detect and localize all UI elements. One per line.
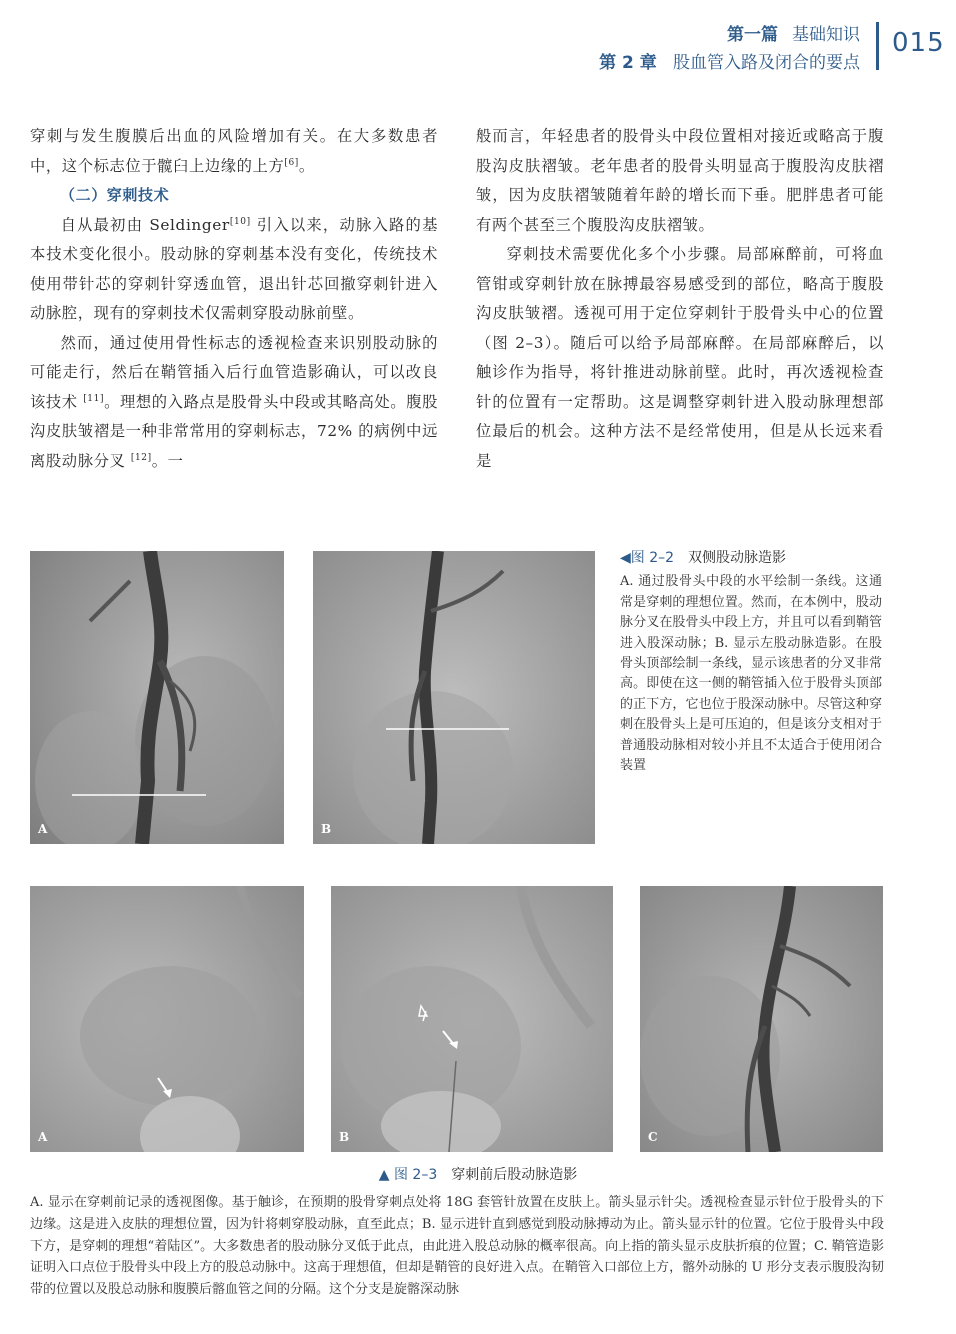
citation: [11] (83, 393, 105, 404)
header-divider (876, 22, 879, 70)
left-text-column (30, 122, 438, 476)
figure-2-2-panel-a (30, 551, 284, 844)
figure-2-2-panel-b (313, 551, 595, 844)
chapter-title: 股血管入路及闭合的要点 (673, 53, 860, 73)
paragraph: 般而言，年轻患者的股骨头中段位置相对接近或略高于腹股沟皮肤褶皱。老年患者的股骨头明显高于腹股沟皮肤褶皱，因为皮肤褶皱随着年龄的增长而下垂。肥胖患者可能有两个甚至三个腹股沟皮肤褶皱。 (476, 127, 884, 234)
part-title: 基础知识 (792, 25, 860, 45)
up-arrow-icon: ▲ (378, 1167, 390, 1183)
citation: [6] (284, 157, 299, 168)
paragraph: 自从最初由 Seldinger[10] 引入以来，动脉入路的基本技术变化很小。股动脉的穿刺基本没有变化，传统技术使用带针芯的穿刺针穿透血管，退出针芯回撤穿刺针进入动脉腔，现有的穿刺技术仅需刺穿股动脉前壁。 (30, 215, 438, 322)
caption-text: A. 通过股骨头中段的水平绘制一条线。这通常是穿刺的理想位置。然而，在本例中，股动脉分叉在股骨头中段上方，并且可以看到鞘管进入股深动脉；B. 显示左股动脉造影。在股骨头顶部绘制一条线，显示该患者的分叉非常高。即使在这一侧的鞘管插入位于股骨头顶部的正下方，它也位于股深动脉中。尽管这种穿刺在股骨头上是可压迫的，但是该分支相对于普通股动脉相对较小并且不太适合于使用闭合装置 (620, 574, 882, 774)
citation: [12] (130, 452, 152, 463)
citation: [10] (229, 216, 251, 227)
section-subheading: （二）穿刺技术 (60, 186, 170, 204)
figure-2-3-panel-a (30, 886, 304, 1152)
figure-name: 穿刺前后股动脉造影 (451, 1167, 578, 1183)
part-label: 第一篇 (727, 25, 778, 45)
figure-2-3-title (0, 1164, 956, 1184)
figure-2-3-caption: A. 显示在穿刺前记录的透视图像。基于触诊，在预期的股骨穿刺点处将 18G 套管针放置在皮肤上。箭头显示针尖。透视检查显示针位于股骨头的下边缘。这是进入皮肤的理想位置，因为针将刺穿股动脉，直至此点；B. 显示进针直到感觉到股动脉搏动为止。箭头显示针的位置。它位于股骨头中段下方，是穿刺的理想“着陆区”。大多数患者的股动脉分叉低于此点，由此进入股总动脉的概率很高。向上指的箭头显示皮肤折痕的位置；C. 鞘管造影证明入口点位于股骨头中段上方的股总动脉中。这高于理想值，但却是鞘管的良好进入点。在鞘管入口部位上方，髂外动脉的 U 形分支表示腹股沟韧带的位置以及股总动脉和腹膜后髂血管之间的分隔。这个分支是旋髂深动脉 (30, 1195, 884, 1298)
running-header-part (727, 20, 860, 45)
figure-number: 图 2–3 (393, 1167, 438, 1183)
figure-title (620, 548, 882, 568)
panel-label: C (648, 1130, 658, 1144)
figure-number: 图 2–2 (630, 550, 675, 566)
panel-label: A (38, 1130, 48, 1144)
figure-2-3-panel-c (640, 886, 883, 1152)
page-number: 015 (892, 28, 945, 58)
paragraph: 然而，通过使用骨性标志的透视检查来识别股动脉的可能走行，然后在鞘管插入后行血管造影确认，可以改良该技术 [11]。理想的入路点是股骨头中段或其略高处。腹股沟皮肤皱褶是一种非常常用的穿刺标志，72% 的病例中远离股动脉分叉 [12]。一 (30, 333, 439, 470)
running-header-chapter (599, 48, 860, 73)
panel-label: B (321, 822, 332, 836)
figure-name: 双侧股动脉造影 (688, 550, 787, 566)
paragraph: 穿刺技术需要优化多个小步骤。局部麻醉前，可将血管钳或穿刺针放在脉搏最容易感受到的部位，略高于腹股沟皮肤皱褶。透视可用于定位穿刺针于股骨头中心的位置（图 2–3）。随后可以给予局部麻醉。在局部麻醉后，以触诊作为指导，将针推进动脉前壁。此时，再次透视检查针的位置有一定帮助。这是调整穿刺针进入股动脉理想部位最后的机会。这种方法不是经常使用，但是从长远来看是 (476, 245, 884, 470)
panel-label: A (38, 822, 48, 836)
figure-2-2-caption (620, 548, 882, 776)
right-text-column (476, 122, 884, 476)
chapter-label: 第 2 章 (599, 53, 657, 73)
figure-2-3-panel-b (331, 886, 613, 1152)
panel-label: B (339, 1130, 350, 1144)
paragraph: 穿刺与发生腹膜后出血的风险增加有关。在大多数患者中，这个标志位于髋臼上边缘的上方[6]。 (30, 127, 438, 175)
left-arrow-icon: ◀ (620, 550, 631, 566)
